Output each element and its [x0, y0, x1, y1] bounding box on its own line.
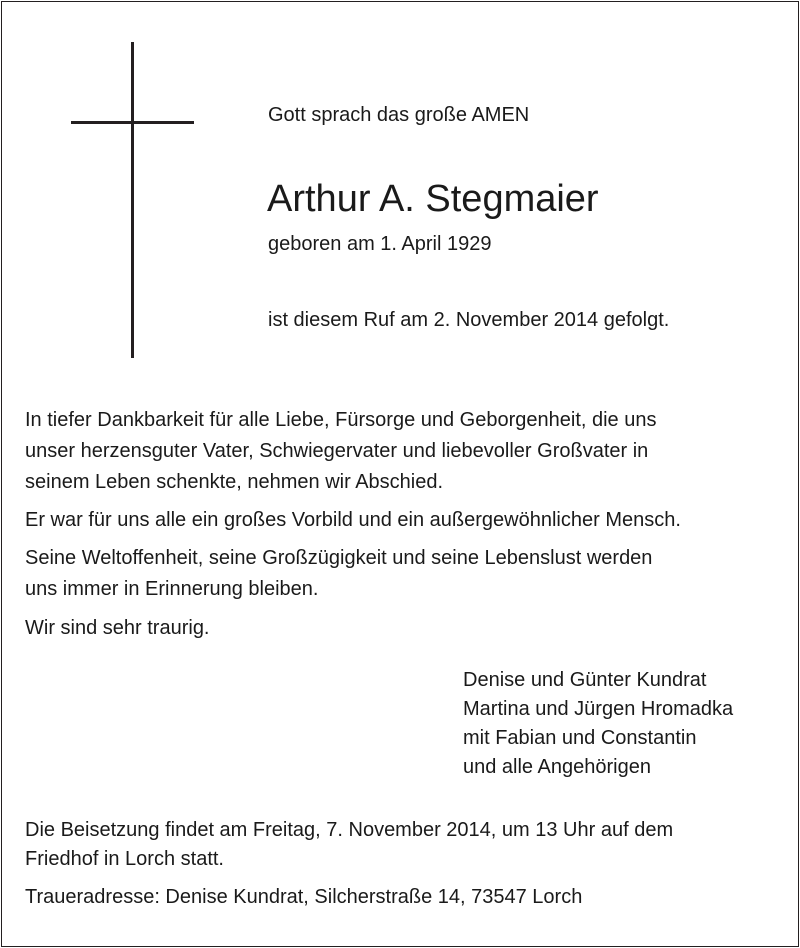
signatory-line: Martina und Jürgen Hromadka — [463, 698, 734, 720]
signatory-line: Denise und Günter Kundrat — [463, 669, 707, 691]
cross-horizontal-bar — [71, 121, 194, 124]
cross-vertical-bar — [131, 42, 134, 358]
motto: Gott sprach das große AMEN — [268, 104, 530, 126]
gratitude-line: seinem Leben schenkte, nehmen wir Abschied. — [25, 471, 444, 493]
mourning-address: Traueradresse: Denise Kundrat, Silcherstraße 14, 73547 Lorch — [25, 886, 583, 908]
sadness-line: Wir sind sehr traurig. — [25, 617, 210, 639]
burial-info-line: Friedhof in Lorch statt. — [25, 848, 224, 870]
death-date: ist diesem Ruf am 2. November 2014 gefolgt. — [268, 309, 670, 331]
deceased-name: Arthur A. Stegmaier — [267, 178, 599, 220]
burial-info-line: Die Beisetzung findet am Freitag, 7. November 2014, um 13 Uhr auf dem — [25, 819, 674, 841]
memory-line: uns immer in Erinnerung bleiben. — [25, 578, 319, 600]
gratitude-line: In tiefer Dankbarkeit für alle Liebe, Fürsorge und Geborgenheit, die uns — [25, 409, 657, 431]
memory-line: Seine Weltoffenheit, seine Großzügigkeit und seine Lebenslust werden — [25, 547, 653, 569]
birth-date: geboren am 1. April 1929 — [268, 233, 492, 255]
gratitude-line: unser herzensguter Vater, Schwiegervater und liebevoller Großvater in — [25, 440, 649, 462]
role-model-line: Er war für uns alle ein großes Vorbild und ein außergewöhnlicher Mensch. — [25, 509, 681, 531]
signatory-line: und alle Angehörigen — [463, 756, 651, 778]
signatory-line: mit Fabian und Constantin — [463, 727, 697, 749]
